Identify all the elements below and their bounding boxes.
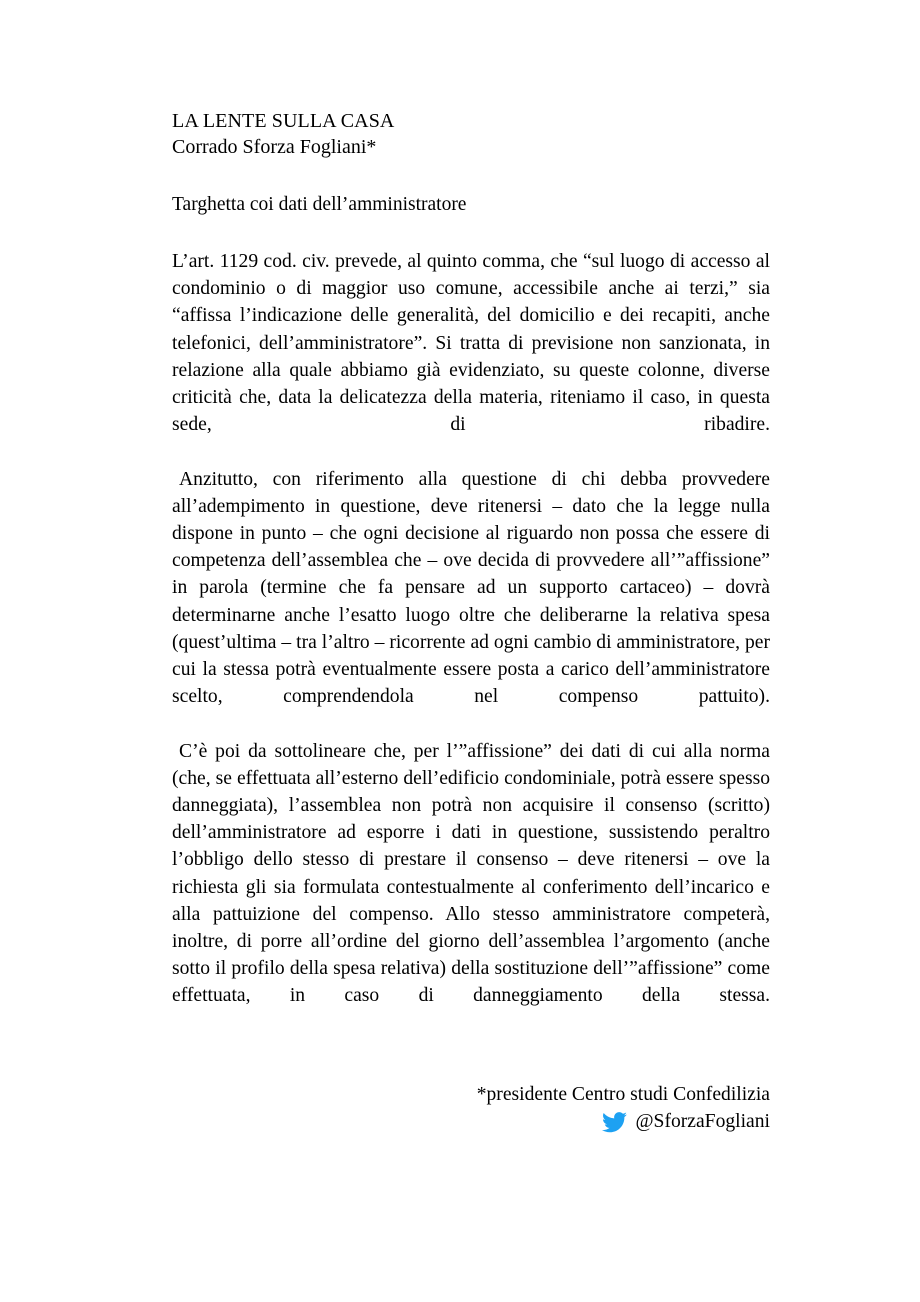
- paragraph-3: C’è poi da sottolineare che, per l’”affissione” dei dati di cui alla norma (che, se effettuata all’esterno dell’edificio condominiale, potrà essere spesso danneggiata), l’assemblea non potrà non acquisire il consenso (scritto) dell’amministratore ad esporre i dati in questione, sussistendo peraltro l’obbligo dello stesso di prestare il consenso – deve ritenersi – ove la richiesta gli sia formulata contestualmente al conferimento dell’incarico e alla pattuizione del compenso. Allo stesso amministratore competerà, inoltre, di porre all’ordine del giorno dell’assemblea l’argomento (anche sotto il profilo della spesa relativa) della sostituzione dell’”affissione” come effettuata, in caso di danneggiamento della stessa.: [172, 740, 770, 1007]
- page-content: [172, 0, 770, 1135]
- paragraph-1: L’art. 1129 cod. civ. prevede, al quinto comma, che “sul luogo di accesso al condominio o di maggior uso comune, accessibile anche ai terzi,” sia “affissa l’indicazione delle generalità, del domicilio e dei recapiti, anche telefonici, dell’amministratore”. Si tratta di previsione non sanzionata, in relazione alla quale abbiamo già evidenziato, su queste colonne, diverse criticità che, data la delicatezza della materia, riteniamo il caso, in questa sede, di ribadire.: [172, 251, 770, 436]
- page-title: LA LENTE SULLA CASA: [172, 110, 395, 132]
- twitter-bird-icon: [602, 1112, 627, 1133]
- signature-block: [172, 1081, 770, 1135]
- twitter-handle-row: [172, 1108, 770, 1135]
- author-byline: Corrado Sforza Fogliani*: [172, 136, 377, 158]
- masthead: [172, 108, 770, 160]
- author-role-line: *presidente Centro studi Confedilizia: [476, 1083, 770, 1105]
- paragraph-2: Anzitutto, con riferimento alla questione di chi debba provvedere all’adempimento in questione, deve ritenersi – dato che la legge nulla dispone in punto – che ogni decisione al riguardo non possa che essere di competenza dell’assemblea che – ove decida di provvedere all’”affissione” in parola (termine che fa pensare ad un supporto cartaceo) – dovrà determinarne anche l’esatto luogo oltre che deliberarne la relativa spesa (quest’ultima – tra l’altro – ricorrente ad ogni cambio di amministratore, per cui la stessa potrà eventualmente essere posta a carico dell’amministratore scelto, comprendendola nel compenso pattuito).: [172, 468, 770, 708]
- body-copy: [172, 248, 770, 1037]
- twitter-handle-text: @SforzaFogliani: [635, 1110, 770, 1132]
- article-subtitle: Targhetta coi dati dell’amministratore: [172, 194, 467, 215]
